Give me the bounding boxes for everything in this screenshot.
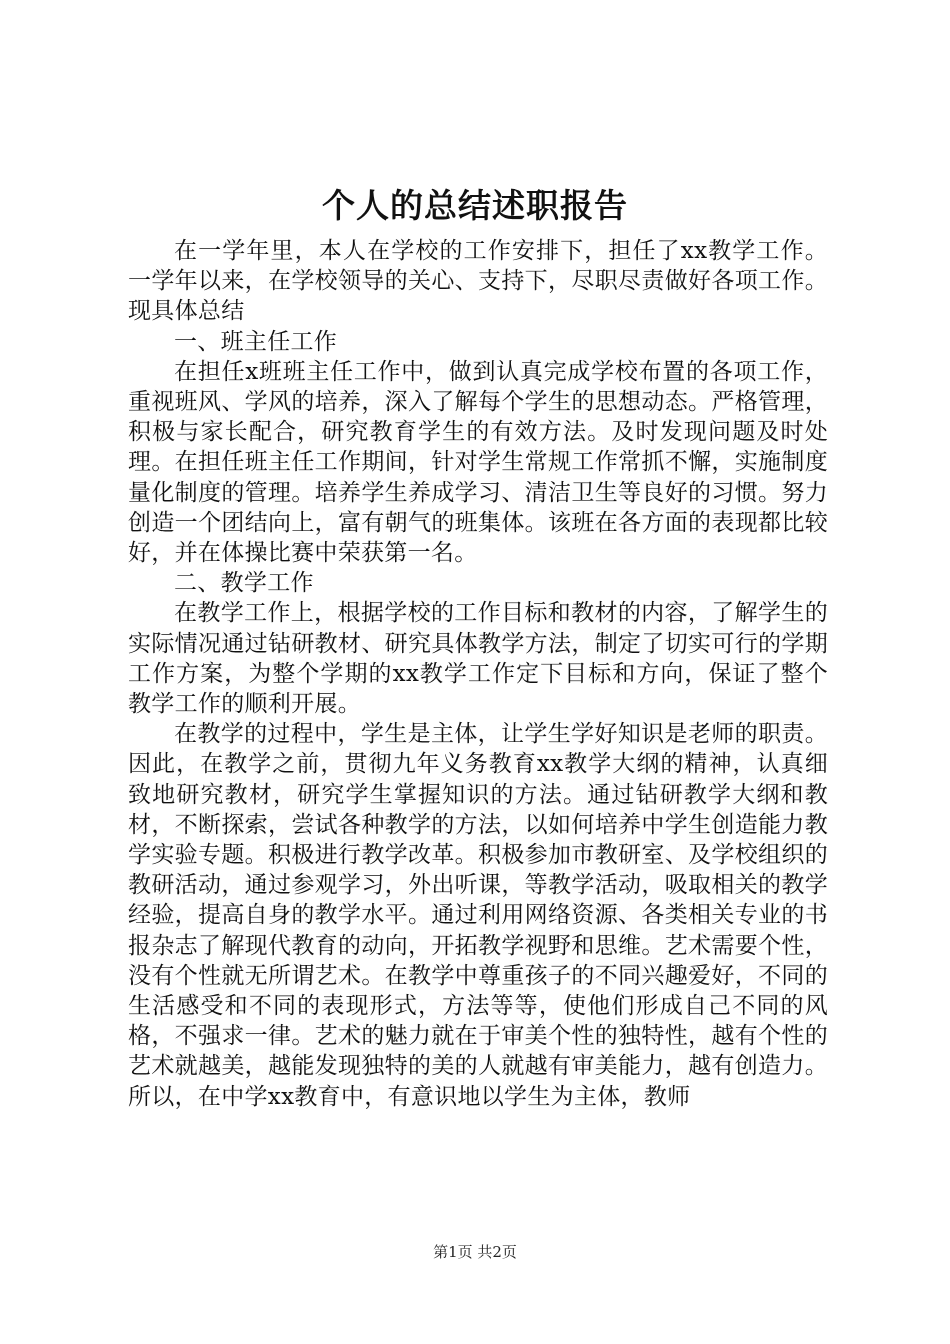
class-teacher-paragraph: 在担任x班班主任工作中，做到认真完成学校布置的各项工作，重视班风、学风的培养，深入了解每个学生的思想动态。严格管理，积极与家长配合，研究教育学生的有效方法。及时发现问题及时处理。在担任班主任工作期间，针对学生常规工作常抓不懈，实施制度量化制度的管理。培养学生养成学习、清洁卫生等良好的习惯。努力创造一个团结向上，富有朝气的班集体。该班在各方面的表现都比较好，并在体操比赛中荣获第一名。 bbox=[128, 358, 828, 567]
page-number-footer: 第1页 共2页 bbox=[433, 1243, 517, 1261]
section-heading-teaching: 二、教学工作 bbox=[174, 570, 314, 597]
document-title: 个人的总结述职报告 bbox=[322, 186, 628, 225]
teaching-paragraph-1: 在教学工作上，根据学校的工作目标和教材的内容，了解学生的实际情况通过钻研教材、研究具体教学方法，制定了切实可行的学期工作方案，为整个学期的xx教学工作定下目标和方向，保证了整个教学工作的顺利开展。 bbox=[128, 600, 828, 718]
section-heading-class-teacher: 一、班主任工作 bbox=[174, 328, 338, 355]
teaching-paragraph-2: 在教学的过程中，学生是主体，让学生学好知识是老师的职责。因此，在教学之前，贯彻九年义务教育xx教学大纲的精神，认真细致地研究教材，研究学生掌握知识的方法。通过钻研教学大纲和教材，不断探索，尝试各种教学的方法，以如何培养中学生创造能力教学实验专题。积极进行教学改革。积极参加市教研室、及学校组织的教研活动，通过参观学习，外出听课，等教学活动，吸取相关的教学经验，提高自身的教学水平。通过利用网络资源、各类相关专业的书报杂志了解现代教育的动向，开拓教学视野和思维。艺术需要个性，没有个性就无所谓艺术。在教学中尊重孩子的不同兴趣爱好，不同的生活感受和不同的表现形式，方法等等，使他们形成自己不同的风格，不强求一律。艺术的魅力就在于审美个性的独特性，越有个性的艺术就越美，越能发现独特的美的人就越有审美能力，越有创造力。所以，在中学xx教育中，有意识地以学生为主体，教师 bbox=[128, 721, 828, 1110]
document-body bbox=[128, 236, 828, 1112]
intro-paragraph: 在一学年里，本人在学校的工作安排下，担任了xx教学工作。一学年以来，在学校领导的关心、支持下，尽职尽责做好各项工作。现具体总结 bbox=[128, 238, 828, 325]
